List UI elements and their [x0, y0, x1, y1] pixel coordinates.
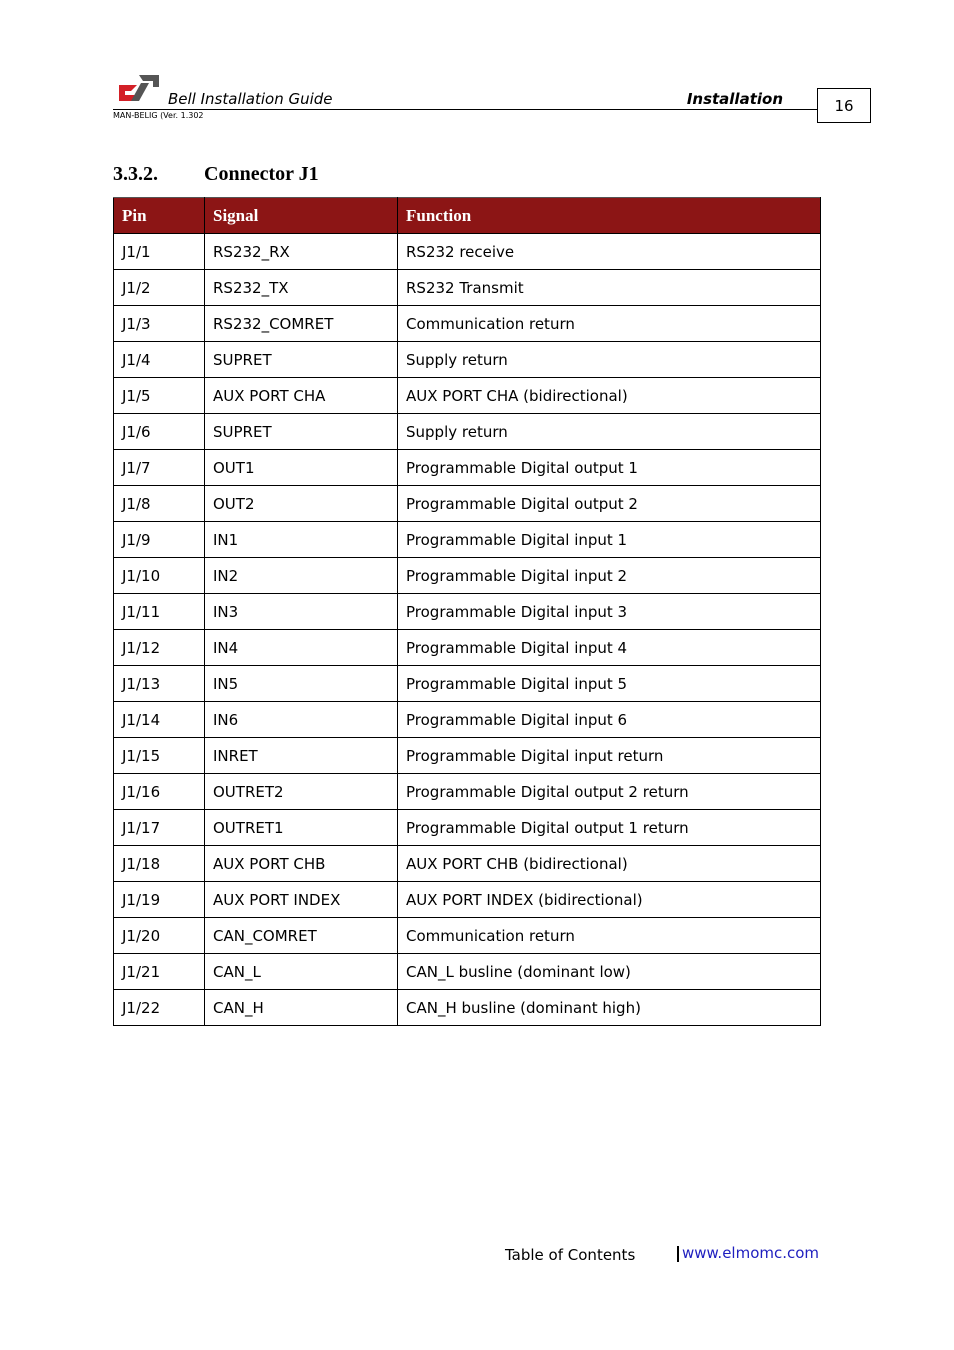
table-row	[114, 450, 821, 486]
pin-cell: J1/4	[114, 342, 205, 378]
signal-cell: AUX PORT INDEX	[205, 882, 398, 918]
heading-title: Connector J1	[204, 163, 319, 185]
signal-cell: SUPRET	[205, 342, 398, 378]
signal-cell: RS232_RX	[205, 234, 398, 270]
pin-cell: J1/2	[114, 270, 205, 306]
signal-cell: IN6	[205, 702, 398, 738]
signal-cell: RS232_TX	[205, 270, 398, 306]
column-header-function: Function	[398, 198, 821, 234]
table-row	[114, 990, 821, 1026]
signal-cell: SUPRET	[205, 414, 398, 450]
table-row	[114, 522, 821, 558]
signal-cell: IN2	[205, 558, 398, 594]
document-code: MAN-BELIG (Ver. 1.302	[113, 111, 204, 120]
pin-cell: J1/13	[114, 666, 205, 702]
function-cell: RS232 Transmit	[398, 270, 821, 306]
pin-cell: J1/16	[114, 774, 205, 810]
table-row	[114, 270, 821, 306]
pin-cell: J1/9	[114, 522, 205, 558]
pin-cell: J1/21	[114, 954, 205, 990]
function-cell: CAN_L busline (dominant low)	[398, 954, 821, 990]
pin-cell: J1/3	[114, 306, 205, 342]
table-row	[114, 702, 821, 738]
pin-cell: J1/11	[114, 594, 205, 630]
pin-cell: J1/1	[114, 234, 205, 270]
function-cell: Programmable Digital output 2 return	[398, 774, 821, 810]
signal-cell: OUT1	[205, 450, 398, 486]
table-row	[114, 774, 821, 810]
table-of-contents-link[interactable]: Table of Contents	[505, 1246, 636, 1264]
signal-cell: RS232_COMRET	[205, 306, 398, 342]
table-row	[114, 666, 821, 702]
elmo-logo-icon	[117, 73, 159, 103]
table-row	[114, 630, 821, 666]
signal-cell: OUTRET2	[205, 774, 398, 810]
column-header-pin: Pin	[114, 198, 205, 234]
pin-cell: J1/19	[114, 882, 205, 918]
table-row	[114, 846, 821, 882]
function-cell: AUX PORT CHB (bidirectional)	[398, 846, 821, 882]
table-row	[114, 306, 821, 342]
section-title: Installation	[686, 90, 783, 108]
function-cell: Programmable Digital input 6	[398, 702, 821, 738]
function-cell: Supply return	[398, 414, 821, 450]
column-header-signal: Signal	[205, 198, 398, 234]
footer-separator	[677, 1246, 679, 1262]
table-row	[114, 558, 821, 594]
page-number: 16	[817, 88, 871, 123]
signal-cell: IN1	[205, 522, 398, 558]
pin-cell: J1/15	[114, 738, 205, 774]
signal-cell: OUTRET1	[205, 810, 398, 846]
pin-cell: J1/22	[114, 990, 205, 1026]
function-cell: Programmable Digital input 5	[398, 666, 821, 702]
header-rule	[113, 109, 817, 110]
pin-cell: J1/12	[114, 630, 205, 666]
table-row	[114, 486, 821, 522]
pin-cell: J1/6	[114, 414, 205, 450]
signal-cell: AUX PORT CHA	[205, 378, 398, 414]
table-row	[114, 342, 821, 378]
pin-cell: J1/10	[114, 558, 205, 594]
function-cell: AUX PORT INDEX (bidirectional)	[398, 882, 821, 918]
function-cell: CAN_H busline (dominant high)	[398, 990, 821, 1026]
table-row	[114, 810, 821, 846]
table-row	[114, 954, 821, 990]
function-cell: Programmable Digital input 1	[398, 522, 821, 558]
function-cell: Programmable Digital output 1	[398, 450, 821, 486]
signal-cell: CAN_H	[205, 990, 398, 1026]
signal-cell: CAN_L	[205, 954, 398, 990]
function-cell: AUX PORT CHA (bidirectional)	[398, 378, 821, 414]
function-cell: Programmable Digital input 2	[398, 558, 821, 594]
table-row	[114, 234, 821, 270]
document-title: Bell Installation Guide	[168, 90, 333, 108]
table-header-row	[114, 198, 821, 234]
signal-cell: OUT2	[205, 486, 398, 522]
pin-cell: J1/5	[114, 378, 205, 414]
pin-cell: J1/8	[114, 486, 205, 522]
website-link[interactable]: www.elmomc.com	[682, 1244, 820, 1262]
table-row	[114, 414, 821, 450]
table-row	[114, 882, 821, 918]
heading-number: 3.3.2.	[113, 163, 158, 185]
function-cell: Programmable Digital input 3	[398, 594, 821, 630]
pin-cell: J1/17	[114, 810, 205, 846]
function-cell: Communication return	[398, 918, 821, 954]
table-row	[114, 918, 821, 954]
signal-cell: IN3	[205, 594, 398, 630]
table-row	[114, 594, 821, 630]
signal-cell: IN5	[205, 666, 398, 702]
function-cell: Communication return	[398, 306, 821, 342]
signal-cell: INRET	[205, 738, 398, 774]
function-cell: Programmable Digital output 1 return	[398, 810, 821, 846]
signal-cell: CAN_COMRET	[205, 918, 398, 954]
function-cell: Programmable Digital input 4	[398, 630, 821, 666]
pin-cell: J1/7	[114, 450, 205, 486]
function-cell: Programmable Digital input return	[398, 738, 821, 774]
pin-cell: J1/18	[114, 846, 205, 882]
connector-table	[113, 197, 821, 1026]
function-cell: Programmable Digital output 2	[398, 486, 821, 522]
signal-cell: IN4	[205, 630, 398, 666]
pin-cell: J1/20	[114, 918, 205, 954]
table-row	[114, 738, 821, 774]
function-cell: RS232 receive	[398, 234, 821, 270]
table-row	[114, 378, 821, 414]
signal-cell: AUX PORT CHB	[205, 846, 398, 882]
pin-cell: J1/14	[114, 702, 205, 738]
function-cell: Supply return	[398, 342, 821, 378]
section-heading	[113, 163, 319, 186]
